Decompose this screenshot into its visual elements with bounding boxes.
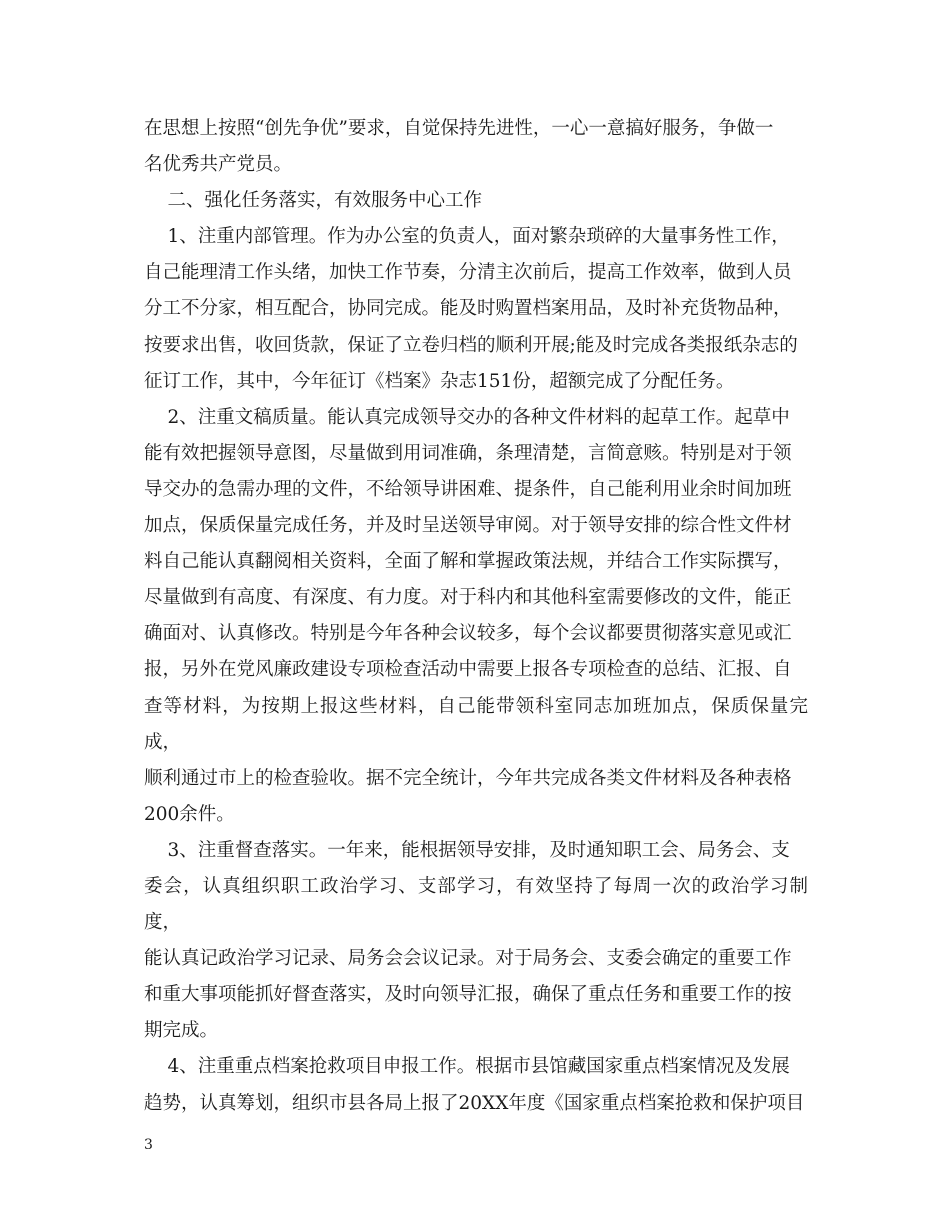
text-line: 查等材料，为按期上报这些材料，自己能带领科室同志加班加点，保质保量完成， xyxy=(144,695,808,753)
text-line: 尽量做到有高度、有深度、有力度。对于科内和其他科室需要修改的文件，能正 xyxy=(144,587,792,609)
text-line: 加点，保质保量完成任务，并及时呈送领导审阅。对于领导安排的综合性文件材 xyxy=(144,515,792,537)
text-line: 3、注重督查落实。一年来，能根据领导安排，及时通知职工会、局务会、支 xyxy=(144,839,790,861)
text-line: 二、强化任务落实，有效服务中心工作 xyxy=(144,190,483,212)
text-line: 期完成。 xyxy=(144,1020,219,1042)
paragraph xyxy=(144,400,808,833)
text-line: 2、注重文稿质量。能认真完成领导交办的各种文件材料的起草工作。起草中 xyxy=(144,406,790,428)
text-line: 顺利通过市上的检查验收。据不完全统计，今年共完成各类文件材料及各种表格 xyxy=(144,767,792,789)
text-line: 征订工作，其中，今年征订《档案》杂志151份，超额完成了分配任务。 xyxy=(144,370,735,392)
paragraph xyxy=(144,833,808,1050)
text-line: 报，另外在党风廉政建设专项检查活动中需要上报各专项检查的总结、汇报、自 xyxy=(144,659,792,681)
paragraph xyxy=(144,219,808,399)
text-line: 能有效把握领导意图，尽量做到用词准确，条理清楚，言简意赅。特别是对于领 xyxy=(144,442,792,464)
text-line: 委会，认真组织职工政治学习、支部学习，有效坚持了每周一次的政治学习制度， xyxy=(144,875,808,934)
page-number: 3 xyxy=(144,1137,153,1153)
body-text xyxy=(144,111,808,1122)
paragraph xyxy=(144,111,808,183)
text-line: 名优秀共产党员。 xyxy=(144,154,293,176)
text-line: 确面对、认真修改。特别是今年各种会议较多，每个会议都要贯彻落实意见或汇 xyxy=(144,623,792,645)
text-line: 和重大事项能抓好督查落实，及时向领导汇报，确保了重点任务和重要工作的按 xyxy=(144,984,792,1006)
text-line: 趋势，认真筹划，组织市县各局上报了20XX年度《国家重点档案抢救和保护项目 xyxy=(144,1092,805,1114)
text-line: 导交办的急需办理的文件，不给领导讲困难、提条件，自己能利用业余时间加班 xyxy=(144,478,792,500)
text-line: 分工不分家，相互配合，协同完成。能及时购置档案用品，及时补充货物品种， xyxy=(144,298,792,320)
text-line: 按要求出售，收回货款，保证了立卷归档的顺利开展;能及时完成各类报纸杂志的 xyxy=(144,334,798,356)
text-line: 在思想上按照“创先争优”要求，自觉保持先进性，一心一意搞好服务，争做一 xyxy=(144,118,774,139)
text-line: 1、注重内部管理。作为办公室的负责人，面对繁杂琐碎的大量事务性工作， xyxy=(144,226,790,248)
text-line: 料自己能认真翻阅相关资料，全面了解和掌握政策法规，并结合工作实际撰写， xyxy=(144,551,792,573)
text-line: 4、注重重点档案抢救项目申报工作。根据市县馆藏国家重点档案情况及发展 xyxy=(144,1056,790,1078)
text-line: 200余件。 xyxy=(144,803,235,825)
paragraph xyxy=(144,1049,808,1121)
paragraph xyxy=(144,183,808,219)
text-line: 自己能理清工作头绪，加快工作节奏，分清主次前后，提高工作效率，做到人员 xyxy=(144,262,792,284)
text-line: 能认真记政治学习记录、局务会会议记录。对于局务会、支委会确定的重要工作 xyxy=(144,948,792,970)
